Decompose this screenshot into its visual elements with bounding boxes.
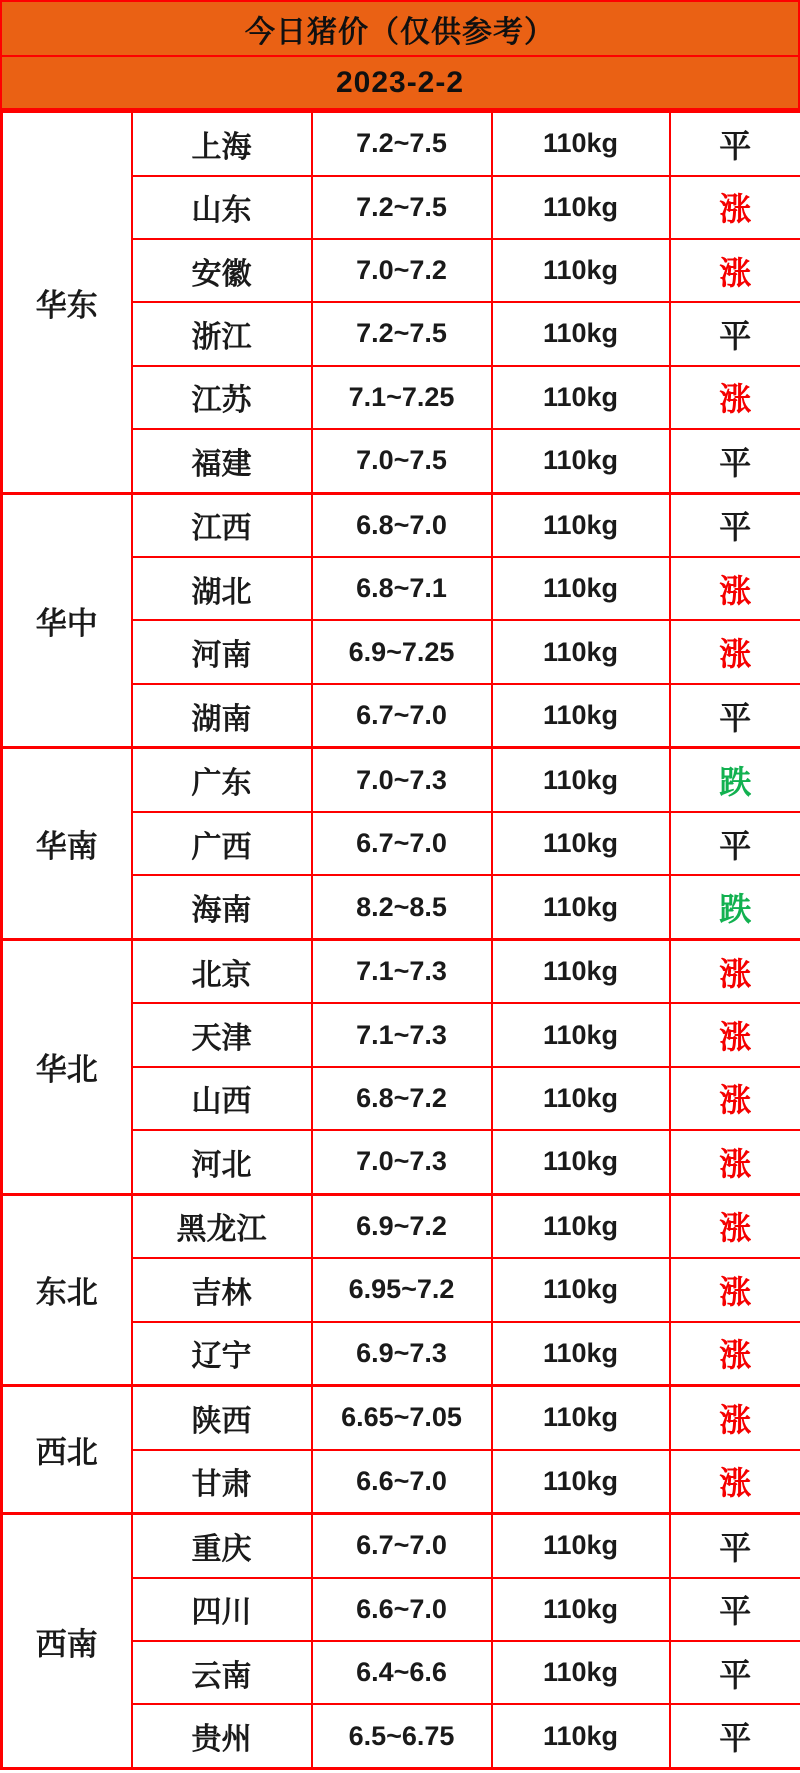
weight-cell: 110kg (492, 684, 670, 748)
province-cell: 湖北 (132, 557, 312, 620)
weight-cell: 110kg (492, 176, 670, 239)
price-cell: 6.6~7.0 (312, 1450, 492, 1514)
weight-cell: 110kg (492, 1514, 670, 1578)
province-cell: 山西 (132, 1067, 312, 1130)
province-cell: 辽宁 (132, 1322, 312, 1386)
price-cell: 6.7~7.0 (312, 1514, 492, 1578)
weight-cell: 110kg (492, 1450, 670, 1514)
weight-cell: 110kg (492, 239, 670, 302)
province-cell: 四川 (132, 1578, 312, 1641)
province-cell: 湖南 (132, 684, 312, 748)
status-cell: 涨 (670, 1130, 800, 1194)
province-cell: 河南 (132, 620, 312, 683)
price-cell: 7.0~7.3 (312, 1130, 492, 1194)
province-cell: 海南 (132, 875, 312, 939)
price-cell: 6.9~7.3 (312, 1322, 492, 1386)
province-cell: 黑龙江 (132, 1194, 312, 1258)
province-cell: 广西 (132, 812, 312, 875)
region-cell: 华南 (2, 748, 132, 939)
price-cell: 6.8~7.0 (312, 493, 492, 557)
price-cell: 7.2~7.5 (312, 302, 492, 365)
weight-cell: 110kg (492, 1704, 670, 1768)
weight-cell: 110kg (492, 1386, 670, 1450)
province-cell: 陕西 (132, 1386, 312, 1450)
status-cell: 平 (670, 112, 800, 176)
province-cell: 重庆 (132, 1514, 312, 1578)
price-cell: 6.9~7.25 (312, 620, 492, 683)
weight-cell: 110kg (492, 939, 670, 1003)
weight-cell: 110kg (492, 812, 670, 875)
status-cell: 平 (670, 302, 800, 365)
price-cell: 7.2~7.5 (312, 176, 492, 239)
status-cell: 涨 (670, 176, 800, 239)
province-cell: 福建 (132, 429, 312, 493)
status-cell: 涨 (670, 939, 800, 1003)
table-row (2, 493, 800, 557)
weight-cell: 110kg (492, 1578, 670, 1641)
status-cell: 跌 (670, 748, 800, 812)
status-cell: 平 (670, 1578, 800, 1641)
status-cell: 涨 (670, 1322, 800, 1386)
province-cell: 河北 (132, 1130, 312, 1194)
price-cell: 6.8~7.1 (312, 557, 492, 620)
price-cell: 7.0~7.5 (312, 429, 492, 493)
price-cell: 7.1~7.3 (312, 1003, 492, 1066)
province-cell: 广东 (132, 748, 312, 812)
weight-cell: 110kg (492, 112, 670, 176)
status-cell: 涨 (670, 1450, 800, 1514)
price-cell: 7.1~7.3 (312, 939, 492, 1003)
province-cell: 浙江 (132, 302, 312, 365)
status-cell: 平 (670, 812, 800, 875)
weight-cell: 110kg (492, 748, 670, 812)
price-cell: 7.2~7.5 (312, 112, 492, 176)
province-cell: 江苏 (132, 366, 312, 429)
table-row (2, 1386, 800, 1450)
table-row (2, 939, 800, 1003)
status-cell: 平 (670, 1641, 800, 1704)
weight-cell: 110kg (492, 557, 670, 620)
weight-cell: 110kg (492, 366, 670, 429)
price-cell: 6.4~6.6 (312, 1641, 492, 1704)
status-cell: 平 (670, 684, 800, 748)
status-cell: 涨 (670, 1258, 800, 1321)
table-row (2, 1194, 800, 1258)
price-cell: 6.8~7.2 (312, 1067, 492, 1130)
status-cell: 涨 (670, 1386, 800, 1450)
status-cell: 涨 (670, 1067, 800, 1130)
weight-cell: 110kg (492, 1067, 670, 1130)
region-cell: 华东 (2, 112, 132, 494)
page-title: 今日猪价（仅供参考） (0, 0, 800, 57)
price-cell: 6.7~7.0 (312, 684, 492, 748)
weight-cell: 110kg (492, 1322, 670, 1386)
status-cell: 涨 (670, 239, 800, 302)
status-cell: 平 (670, 429, 800, 493)
region-cell: 东北 (2, 1194, 132, 1385)
price-cell: 6.6~7.0 (312, 1578, 492, 1641)
status-cell: 平 (670, 1704, 800, 1768)
province-cell: 北京 (132, 939, 312, 1003)
province-cell: 天津 (132, 1003, 312, 1066)
province-cell: 安徽 (132, 239, 312, 302)
status-cell: 涨 (670, 557, 800, 620)
table-row (2, 1514, 800, 1578)
weight-cell: 110kg (492, 1003, 670, 1066)
province-cell: 江西 (132, 493, 312, 557)
weight-cell: 110kg (492, 875, 670, 939)
table-row (2, 112, 800, 176)
region-cell: 西北 (2, 1386, 132, 1514)
region-cell: 西南 (2, 1514, 132, 1769)
status-cell: 涨 (670, 366, 800, 429)
pig-price-table (0, 110, 800, 1770)
price-cell: 8.2~8.5 (312, 875, 492, 939)
weight-cell: 110kg (492, 429, 670, 493)
weight-cell: 110kg (492, 493, 670, 557)
date-label: 2023-2-2 (0, 57, 800, 110)
price-cell: 6.65~7.05 (312, 1386, 492, 1450)
province-cell: 上海 (132, 112, 312, 176)
status-cell: 平 (670, 493, 800, 557)
province-cell: 贵州 (132, 1704, 312, 1768)
weight-cell: 110kg (492, 1130, 670, 1194)
status-cell: 涨 (670, 1003, 800, 1066)
status-cell: 涨 (670, 620, 800, 683)
weight-cell: 110kg (492, 302, 670, 365)
status-cell: 跌 (670, 875, 800, 939)
weight-cell: 110kg (492, 620, 670, 683)
status-cell: 涨 (670, 1194, 800, 1258)
province-cell: 山东 (132, 176, 312, 239)
price-cell: 6.9~7.2 (312, 1194, 492, 1258)
weight-cell: 110kg (492, 1258, 670, 1321)
table-row (2, 748, 800, 812)
price-cell: 6.95~7.2 (312, 1258, 492, 1321)
region-cell: 华北 (2, 939, 132, 1194)
price-cell: 7.0~7.2 (312, 239, 492, 302)
province-cell: 云南 (132, 1641, 312, 1704)
price-cell: 6.5~6.75 (312, 1704, 492, 1768)
status-cell: 平 (670, 1514, 800, 1578)
weight-cell: 110kg (492, 1641, 670, 1704)
province-cell: 甘肃 (132, 1450, 312, 1514)
province-cell: 吉林 (132, 1258, 312, 1321)
weight-cell: 110kg (492, 1194, 670, 1258)
price-cell: 6.7~7.0 (312, 812, 492, 875)
region-cell: 华中 (2, 493, 132, 748)
price-cell: 7.1~7.25 (312, 366, 492, 429)
price-cell: 7.0~7.3 (312, 748, 492, 812)
